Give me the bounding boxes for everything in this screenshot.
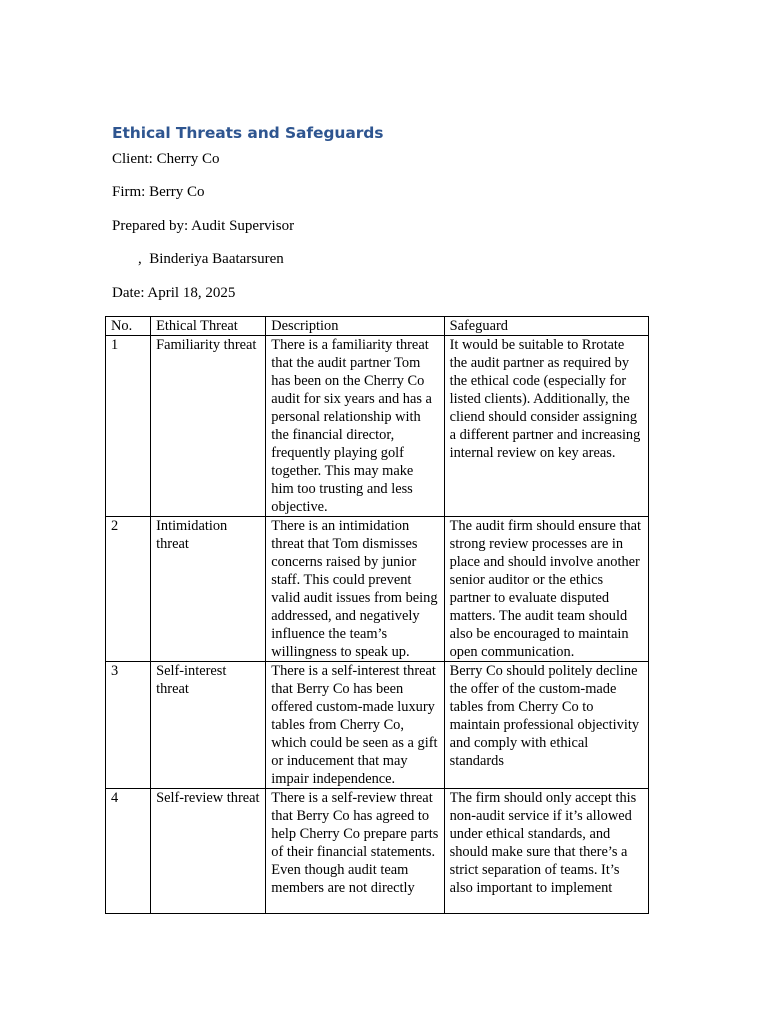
threat-safeguard: The firm should only accept this non-audit service if it’s allowed under ethical standards, and should make sure that there’s a strict separation of teams. It’s also important to implement: [444, 789, 648, 914]
prepared-by-line: Prepared by: Audit Supervisor: [112, 218, 295, 234]
threat-description: There is a familiarity threat that the audit partner Tom has been on the Cherry Co audit for six years and has a personal relationship with the financial director, frequently playing golf together. This may make him too trusting and less objective.: [266, 336, 444, 517]
firm-line: Firm: Berry Co: [112, 184, 205, 200]
row-number: 1: [106, 336, 151, 517]
threat-safeguard: It would be suitable to Rrotate the audit partner as required by the ethical code (especially for listed clients). Additionally, the cliend should consider assigning a different partner and increasing internal review on key areas.: [444, 336, 648, 517]
threat-description: There is a self-interest threat that Berry Co has been offered custom-made luxury tables from Cherry Co, which could be seen as a gift or inducement that may impair independence.: [266, 662, 444, 789]
row-number: 3: [106, 662, 151, 789]
threat-safeguard: Berry Co should politely decline the offer of the custom-made tables from Cherry Co to maintain professional objectivity and comply with ethical standards: [444, 662, 648, 789]
threat-description: There is a self-review threat that Berry Co has agreed to help Cherry Co prepare parts of their financial statements. Even though audit team members are not directly: [266, 789, 444, 914]
header-safeguard: Safeguard: [444, 317, 648, 336]
client-line: Client: Cherry Co: [112, 151, 220, 167]
row-number: 2: [106, 517, 151, 662]
header-no: No.: [106, 317, 151, 336]
table-row: [106, 662, 649, 789]
header-description: Description: [266, 317, 444, 336]
table-header-row: [106, 317, 649, 336]
document-title: Ethical Threats and Safeguards: [112, 124, 384, 142]
threat-name: Self-review threat: [151, 789, 266, 914]
date-line: Date: April 18, 2025: [112, 285, 236, 301]
threat-name: Intimidation threat: [151, 517, 266, 662]
table-row: [106, 517, 649, 662]
threat-safeguard: The audit firm should ensure that strong review processes are in place and should involve another senior auditor or the ethics partner to evaluate disputed matters. The audit team should also be encouraged to maintain open communication.: [444, 517, 648, 662]
threat-name: Familiarity threat: [151, 336, 266, 517]
header-ethical-threat: Ethical Threat: [151, 317, 266, 336]
table-row: [106, 336, 649, 517]
table-row: [106, 789, 649, 914]
row-number: 4: [106, 789, 151, 914]
author-line: , Binderiya Baatarsuren: [138, 251, 284, 267]
threat-description: There is an intimidation threat that Tom dismisses concerns raised by junior staff. This could prevent valid audit issues from being addressed, and negatively influence the team’s willingness to speak up.: [266, 517, 444, 662]
threats-table: [105, 316, 649, 914]
threat-name: Self-interest threat: [151, 662, 266, 789]
